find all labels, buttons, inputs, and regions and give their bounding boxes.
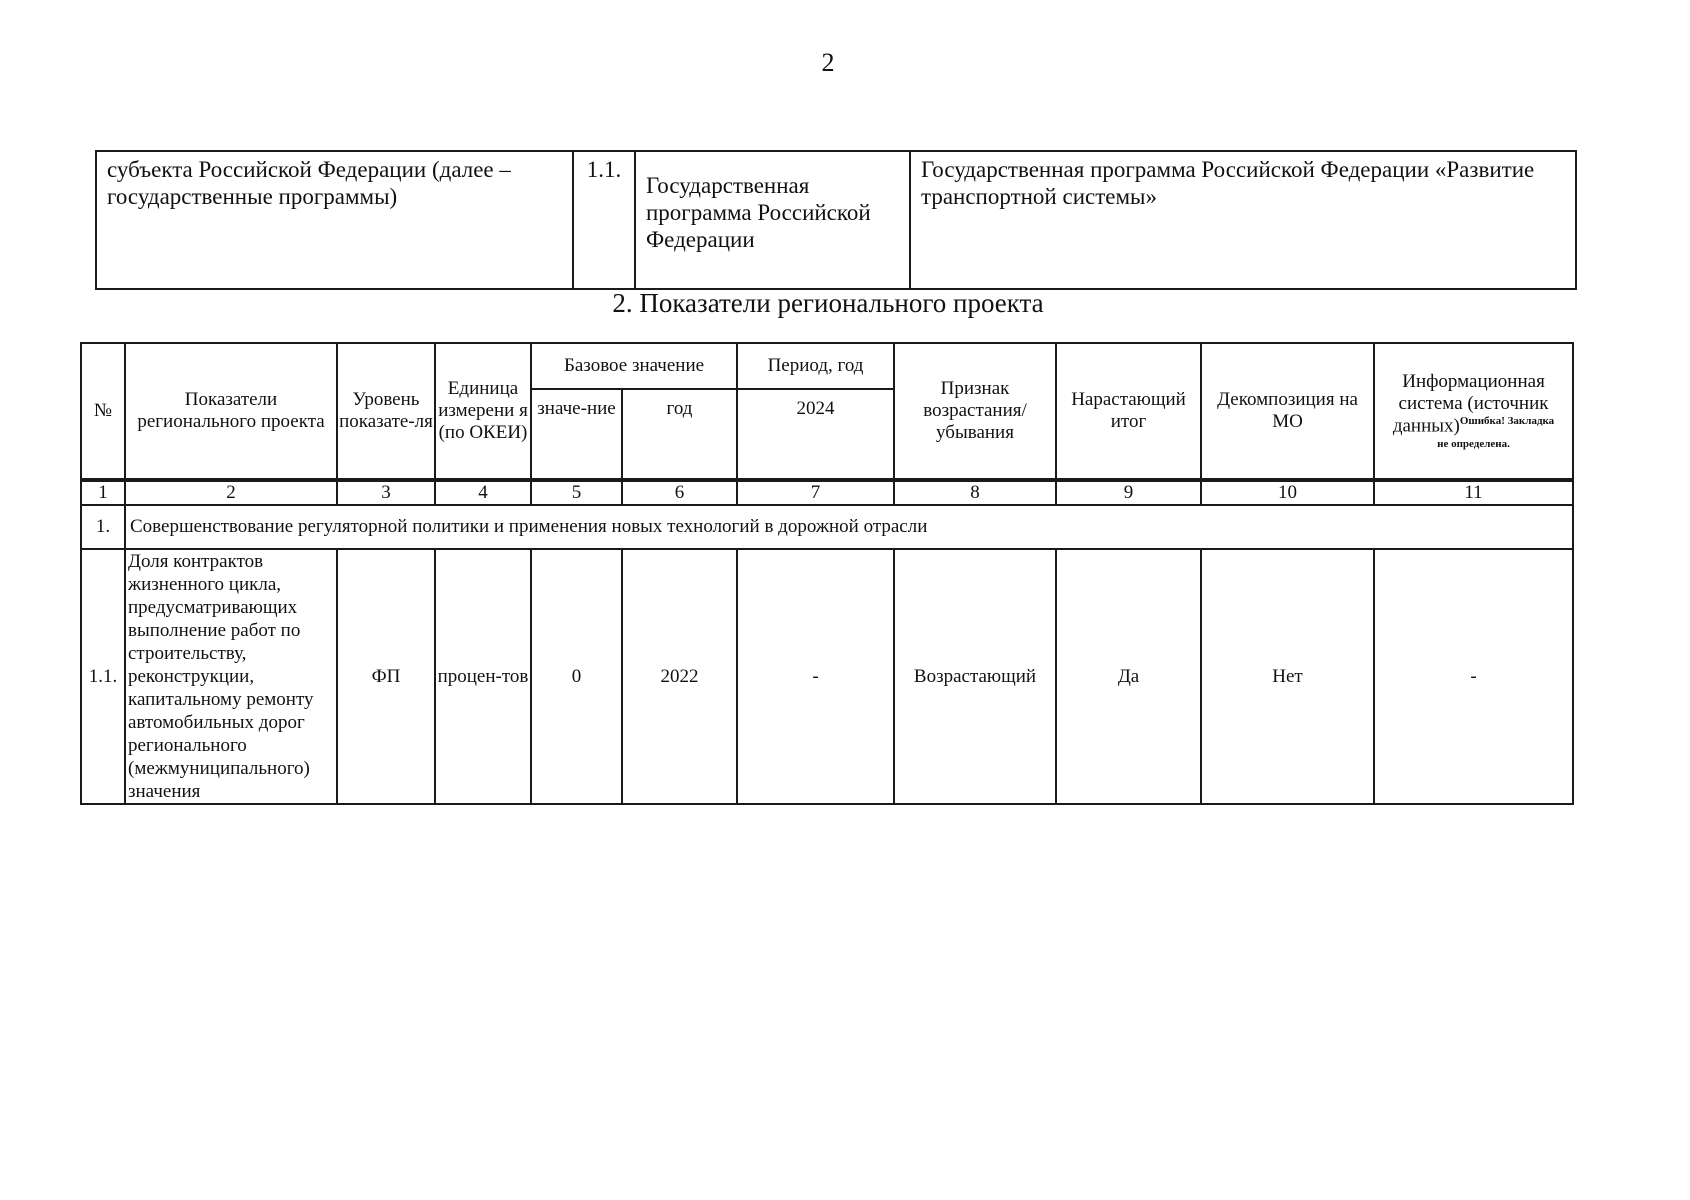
program-cell-number: 1.1. <box>573 151 635 289</box>
row-base-year: 2022 <box>622 549 737 804</box>
program-row <box>96 151 1576 289</box>
section-title: 2. Показатели регионального проекта <box>612 288 1044 318</box>
header-info-system-label: Информационная система (источник данных) <box>1392 371 1549 437</box>
program-table <box>95 150 1577 290</box>
row-decomposition: Нет <box>1201 549 1374 804</box>
column-numbers-row <box>81 480 1573 505</box>
row-info-system: - <box>1374 549 1573 804</box>
column-number: 3 <box>337 480 435 505</box>
section-num: 1. <box>81 505 125 549</box>
column-number: 7 <box>737 480 894 505</box>
header-period: Период, год <box>737 343 894 389</box>
header-indicators: Показатели регионального проекта <box>125 343 337 480</box>
page-number: 2 <box>821 48 835 77</box>
row-period-2024: - <box>737 549 894 804</box>
column-number: 11 <box>1374 480 1573 505</box>
section-title-cell: Совершенствование регуляторной политики и применения новых технологий в дорожной отрасли <box>125 505 1573 549</box>
program-cell-type: субъекта Российской Федерации (далее – государственные программы) <box>96 151 573 289</box>
header-unit: Единица измерени я (по ОКЕИ) <box>435 343 531 480</box>
row-num: 1.1. <box>81 549 125 804</box>
header-level: Уровень показате-ля <box>337 343 435 480</box>
header-trend: Признак возрастания/ убывания <box>894 343 1056 480</box>
column-number: 6 <box>622 480 737 505</box>
row-trend: Возрастающий <box>894 549 1056 804</box>
program-cell-name: Государственная программа Российской Федерации <box>635 151 910 289</box>
column-number: 10 <box>1201 480 1374 505</box>
program-cell-title: Государственная программа Российской Федерации «Развитие транспортной системы» <box>910 151 1576 289</box>
header-decomposition: Декомпозиция на МО <box>1201 343 1374 480</box>
header-info-system-note-2: не определена. <box>1437 437 1510 450</box>
column-number: 8 <box>894 480 1056 505</box>
header-cumulative: Нарастающий итог <box>1056 343 1201 480</box>
header-period-year: 2024 <box>737 389 894 480</box>
table-row <box>81 549 1573 804</box>
row-unit: процен-тов <box>435 549 531 804</box>
row-base-value: 0 <box>531 549 622 804</box>
column-number: 5 <box>531 480 622 505</box>
column-number: 1 <box>81 480 125 505</box>
header-info-system <box>1374 343 1573 480</box>
header-base-value-value: значе-ние <box>531 389 622 480</box>
header-base-value-year: год <box>622 389 737 480</box>
row-indicator: Доля контрактов жизненного цикла, предусматривающих выполнение работ по строительству, реконструкции, капитальному ремонту автомобильных дорог регионального (межмуниципального) значения <box>125 549 337 804</box>
column-number: 4 <box>435 480 531 505</box>
row-cumulative: Да <box>1056 549 1201 804</box>
column-number: 2 <box>125 480 337 505</box>
header-row-1 <box>81 343 1573 389</box>
section-row <box>81 505 1573 549</box>
row-level: ФП <box>337 549 435 804</box>
header-base-value: Базовое значение <box>531 343 737 389</box>
header-num: № <box>81 343 125 480</box>
header-info-system-note: Ошибка! Закладка <box>1459 415 1555 428</box>
column-number: 9 <box>1056 480 1201 505</box>
indicators-table <box>80 342 1574 805</box>
